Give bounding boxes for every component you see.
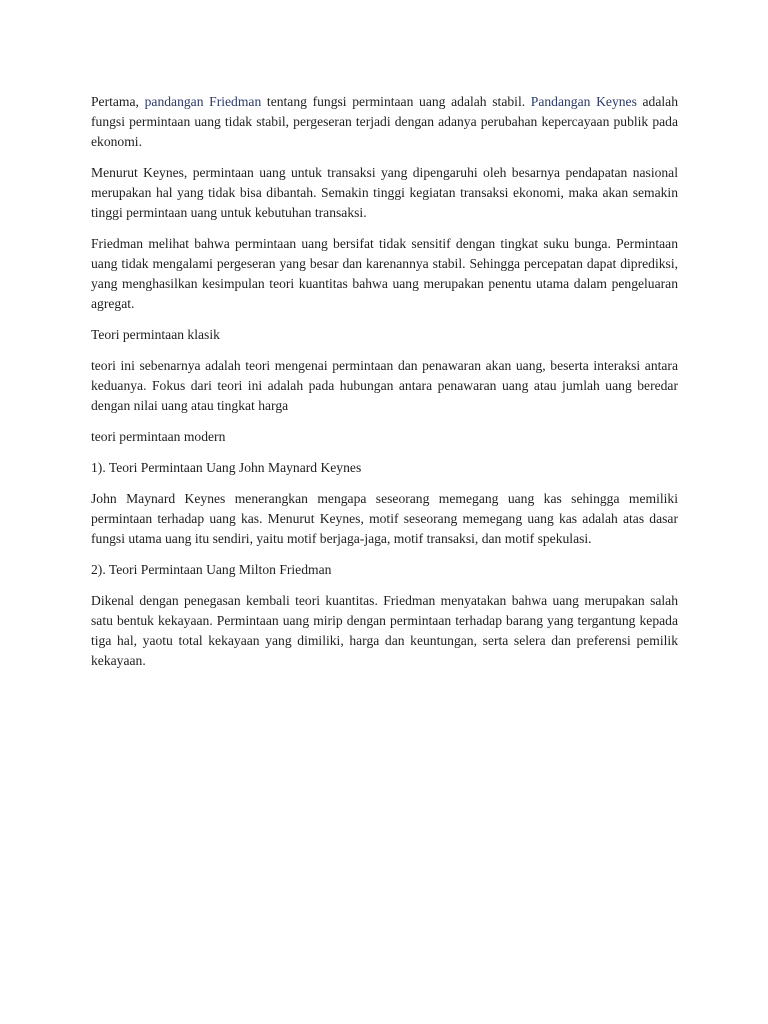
heading-teori-keynes: 1). Teori Permintaan Uang John Maynard Keynes bbox=[91, 460, 362, 475]
heading-teori-modern: teori permintaan modern bbox=[91, 429, 226, 444]
paragraph-text: adalah fungsi permintaan uang tidak stabil, pergeseran terjadi dengan adanya perubahan kepercayaan publik pada ekonomi. bbox=[91, 94, 678, 149]
paragraph-text: tentang fungsi permintaan uang adalah stabil. bbox=[261, 94, 531, 109]
document-body bbox=[91, 92, 678, 682]
paragraph-teori-klasik: teori ini sebenarnya adalah teori mengenai permintaan dan penawaran akan uang, beserta interaksi antara keduanya. Fokus dari teori ini adalah pada hubungan antara penawaran uang atau jumlah uang beredar dengan nilai uang atau tingkat harga bbox=[91, 358, 678, 413]
paragraph-keynes-motives: John Maynard Keynes menerangkan mengapa seseorang memegang uang kas sehingga memiliki permintaan terhadap uang kas. Menurut Keynes, motif seseorang memegang uang kas adalah atas dasar fungsi utama uang itu sendiri, yaitu motif berjaga-jaga, motif transaksi, dan motif spekulasi. bbox=[91, 491, 678, 546]
link-pandangan-keynes[interactable]: Pandangan Keynes bbox=[530, 94, 637, 109]
heading-teori-friedman: 2). Teori Permintaan Uang Milton Friedman bbox=[91, 562, 332, 577]
paragraph-friedman-keynes-views bbox=[91, 92, 678, 152]
paragraph-friedman-quantity-theory: Dikenal dengan penegasan kembali teori kuantitas. Friedman menyatakan bahwa uang merupakan salah satu bentuk kekayaan. Permintaan uang mirip dengan permintaan terhadap barang yang tergantung kepada tiga hal, yaotu total kekayaan yang dimiliki, harga dan keuntungan, serta selera dan preferensi pemilik kekayaan. bbox=[91, 593, 678, 668]
paragraph-keynes-transaction-demand: Menurut Keynes, permintaan uang untuk transaksi yang dipengaruhi oleh besarnya pendapatan nasional merupakan hal yang tidak bisa dibantah. Semakin tinggi kegiatan transaksi ekonomi, maka akan semakin tinggi permintaan uang untuk kebutuhan transaksi. bbox=[91, 165, 678, 220]
paragraph-friedman-interest-insensitive: Friedman melihat bahwa permintaan uang bersifat tidak sensitif dengan tingkat suku bunga. Permintaan uang tidak mengalami pergeseran yang besar dan karenannya stabil. Sehingga percepatan dapat diprediksi, yang menghasilkan kesimpulan teori kuantitas bahwa uang merupakan penentu utama dalam pengeluaran agregat. bbox=[91, 236, 678, 311]
paragraph-text: Pertama, bbox=[91, 94, 145, 109]
heading-teori-klasik: Teori permintaan klasik bbox=[91, 327, 220, 342]
link-pandangan-friedman[interactable]: pandangan Friedman bbox=[144, 94, 262, 109]
